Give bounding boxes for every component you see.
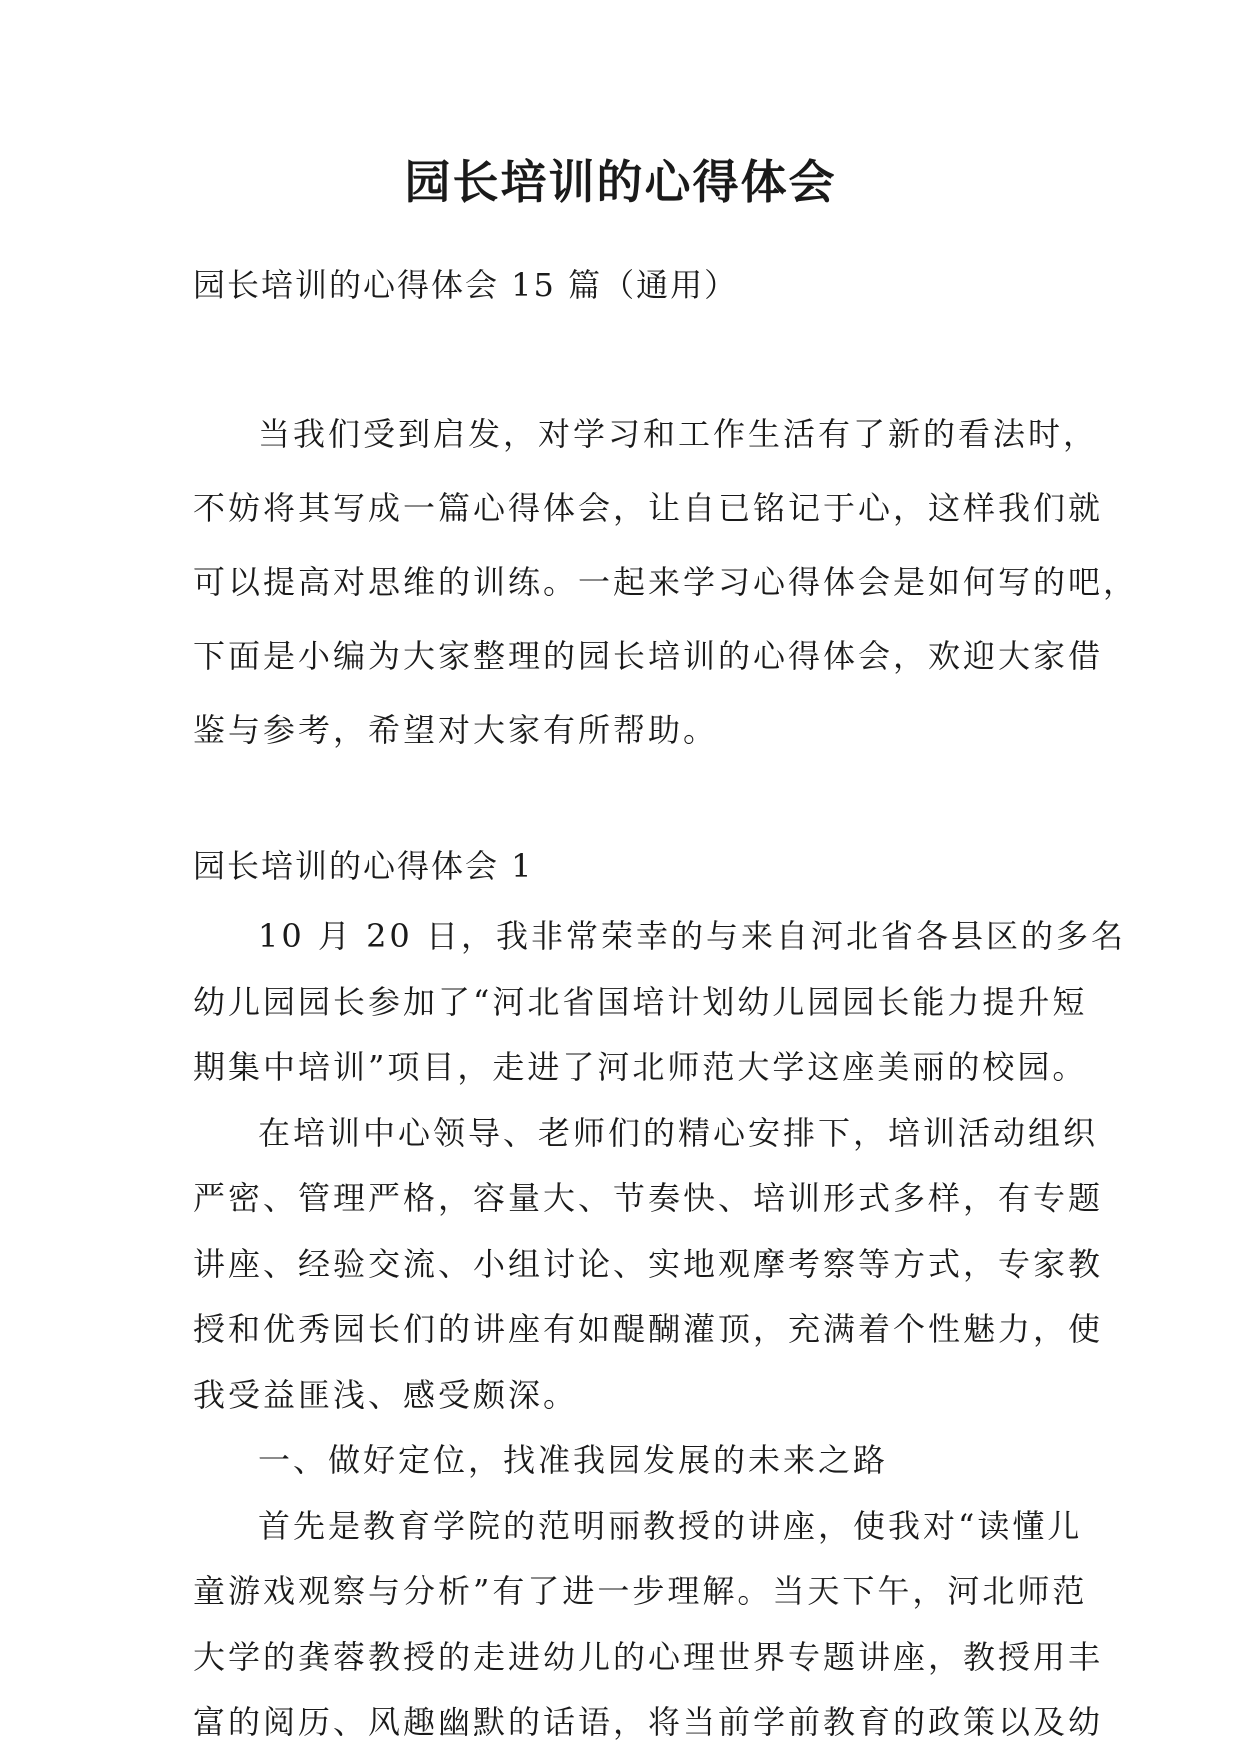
document-title: 园长培训的心得体会 (404, 155, 837, 209)
body-line: 幼儿园园长参加了“河北省国培计划幼儿园园长能力提升短 (193, 983, 1088, 1021)
body-line: 我受益匪浅、感受颇深。 (193, 1376, 579, 1414)
body-line: 严密、管理严格，容量大、节奏快、培训形式多样，有专题 (193, 1179, 1104, 1217)
document-subtitle: 园长培训的心得体会 15 篇（通用） (193, 266, 739, 304)
body-subheading: 一、做好定位，找准我园发展的未来之路 (258, 1441, 889, 1479)
body-line: 讲座、经验交流、小组讨论、实地观摩考察等方式，专家教 (193, 1245, 1104, 1283)
intro-line: 可以提高对思维的训练。一起来学习心得体会是如何写的吧， (193, 563, 1139, 601)
body-line: 大学的龚蓉教授的走进幼儿的心理世界专题讲座，教授用丰 (193, 1638, 1104, 1676)
body-line: 童游戏观察与分析”有了进一步理解。当天下午，河北师范 (193, 1572, 1088, 1610)
intro-line: 当我们受到启发，对学习和工作生活有了新的看法时， (258, 415, 1099, 453)
section-heading: 园长培训的心得体会 1 (193, 847, 534, 885)
body-line: 期集中培训”项目，走进了河北师范大学这座美丽的校园。 (193, 1048, 1088, 1086)
body-line: 富的阅历、风趣幽默的话语，将当前学前教育的政策以及幼 (193, 1703, 1104, 1741)
body-line: 授和优秀园长们的讲座有如醍醐灌顶，充满着个性魅力，使 (193, 1310, 1104, 1348)
body-line: 在培训中心领导、老师们的精心安排下，培训活动组织 (258, 1114, 1099, 1152)
body-line: 10 月 20 日，我非常荣幸的与来自河北省各县区的多名 (258, 917, 1126, 955)
intro-line: 鉴与参考，希望对大家有所帮助。 (193, 711, 719, 749)
intro-line: 下面是小编为大家整理的园长培训的心得体会，欢迎大家借 (193, 637, 1104, 675)
body-line: 首先是教育学院的范明丽教授的讲座，使我对“读懂儿 (258, 1507, 1083, 1545)
intro-line: 不妨将其写成一篇心得体会，让自已铭记于心，这样我们就 (193, 489, 1104, 527)
